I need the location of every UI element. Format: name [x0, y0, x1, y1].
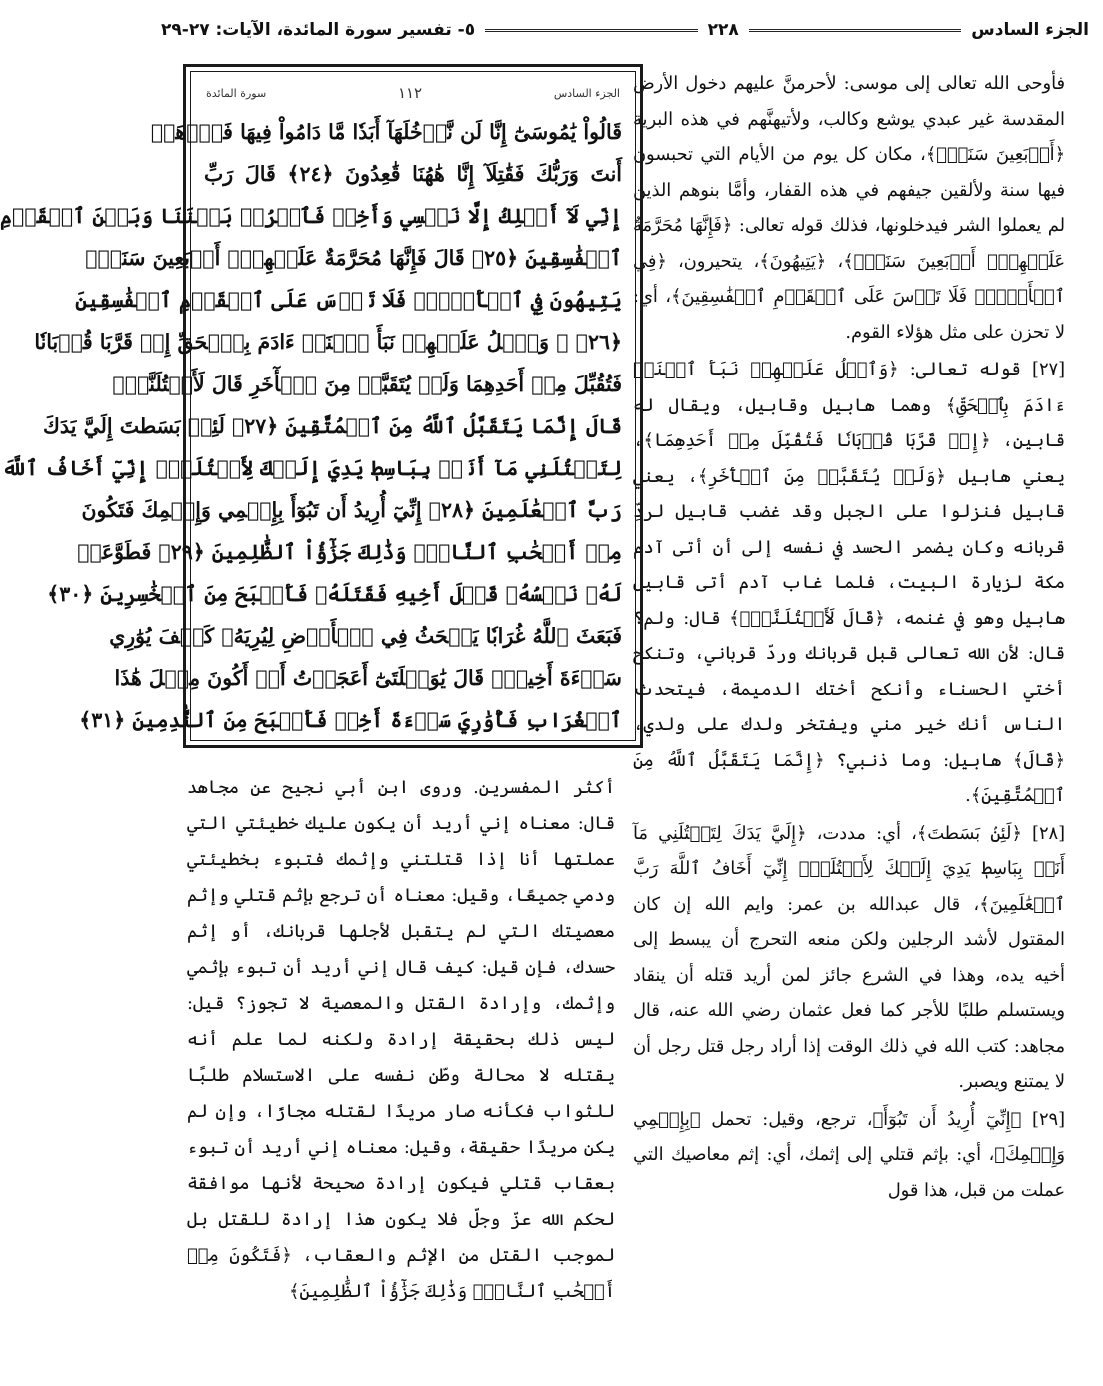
header-page-number: ٢٢٨ [707, 20, 739, 40]
left-column: أكثر المفسرين. وروى ابن أبي نجيح عن مجاهد قال: معناه إني أريد أن يكون عليك خطيئتي التي عملتها أنا إذا قتلتني وإثمك فتبوء بخطيئتي ودمي جميعًا، وقيل: معناه أن ترجع بإثم قتلي وإثم معصيتك التي لم يتقبل لأجلها قربانك، أو إثم حسدك، فإن قيل: كيف قال إني أريد أن تبوء بإثمي وإثمك، وإرادة القتل والمعصية لا تجوز؟ قيل: ليس ذلك بحقيقة إرادة ولكنه لما علم أنه يقتله لا محالة وطّن نفسه على الاستسلام طلبًا للثواب فكأنه صار مريدًا لقتله مجازًا، وإن لم يكن مريدًا حقيقة، وقيل: معناه إني أريد أن تبوء بعقاب قتلي فيكون إرادة صحيحة لأنها موافقة لحكم الله عزّ وجلّ فلا يكون هذا إرادة للقتل بل لموجب القتل من الإثم والعقاب، ﴿فَتَكُونَ مِنۡ أَصۡحَٰبِ ٱلنَّارِۚ وَذَٰلِكَ جَزَٰٓؤُاْ ٱلظَّٰلِمِينَ﴾ [187, 777, 615, 1302]
mushaf-line: رَبَّ ٱلۡعَٰلَمِينَ ﴿٢٨﴾ إِنِّيٓ أُرِيدُ أَن تَبُوٓأَ بِإِثۡمِي وَإِثۡمِكَ فَتَكُونَ [81, 498, 622, 522]
running-header [161, 14, 1089, 46]
header-part: الجزء السادس [971, 20, 1089, 40]
header-rule-left [485, 29, 698, 32]
header-rule-right [749, 29, 962, 32]
mushaf-line: ٱلۡغُرَابِ فَأُوَٰرِيَ سَوۡءَةَ أَخِيۖ فَأَصۡبَحَ مِنَ ٱلنَّٰدِمِينَ ﴿٣١﴾ [79, 708, 622, 732]
mushaf-line: أَنتَ وَرَبُّكَ فَقَٰتِلَآ إِنَّا هَٰهُنَا قَٰعِدُونَ ﴿٢٤﴾ قَالَ رَبِّ [204, 162, 622, 186]
mushaf-part-label: الجزء السادس [553, 86, 620, 100]
paragraph-verse-28: [٢٨] ﴿لَئِنۢ بَسَطتَ﴾، أي: مددت، ﴿إِلَيَّ يَدَكَ لِتَقۡتُلَنِي مَآ أَنَا۠ بِبَاسِطٖ يَدِيَ إِلَيۡكَ لِأَقۡتُلَكَۖ إِنِّيٓ أَخَافُ ٱللَّهَ رَبَّ ٱلۡعَٰلَمِينَ﴾، قال عبدالله بن عمر: وايم الله إن كان المقتول لأشد الرجلين ولكن منعه التحرج أن يبسط إلى أخيه يده، وهذا في الشرع جائز لمن أريد قتله أن ينقاد ويستسلم طلبًا للأجر كما فعل عثمان رضي الله عنه، قال مجاهد: كتب الله في ذلك الوقت إذا أراد رجل قتل رجل أن لا يمتنع ويصبر. [633, 822, 1065, 1092]
mushaf-line: فَبَعَثَ ٱللَّهُ غُرَابٗا يَبۡحَثُ فِي ٱلۡأَرۡضِ لِيُرِيَهُۥ كَيۡفَ يُوَٰرِي [109, 624, 622, 648]
mushaf-line: مِنۡ أَصۡحَٰبِ ٱلنَّارِۚ وَذَٰلِكَ جَزَٰٓؤُاْ ٱلظَّٰلِمِينَ ﴿٢٩﴾ فَطَوَّعَتۡ [77, 540, 622, 564]
right-column [633, 66, 1065, 1208]
mushaf-page-number: ١١٢ [397, 84, 423, 102]
paragraph-verse-29: [٢٩] ﴿إِنِّيٓ أُرِيدُ أَن تَبُوٓأَ﴾، ترجع، وقيل: تحمل ﴿بِإِثۡمِي وَإِثۡمِكَ﴾، أي: بإثم قتلي إلى إثمك، أي: إثم معاصيك التي عملت من قبل، هذا قول [633, 1108, 1065, 1201]
mushaf-line: لِتَقۡتُلَنِي مَآ أَنَا۠ بِبَاسِطٖ يَدِيَ إِلَيۡكَ لِأَقۡتُلَكَۖ إِنِّيٓ أَخَافُ ٱللَّهَ [2, 456, 622, 480]
paragraph-intro: فأوحى الله تعالى إلى موسى: لأحرمنَّ عليهم دخول الأرض المقدسة غير عبدي يوشع وكالب، ولأتيهنَّهم في هذه البرية ﴿أَرۡبَعِينَ سَنَةٗۛ﴾، مكان كل يوم من الأيام التي تحبسون فيها سنة ولألقين جيفهم في هذه القفار، وأمَّا بنوهم الذين لم يعملوا الشر فيدخلونها، فذلك قوله تعالى: ﴿فَإِنَّهَا مُحَرَّمَةٌ عَلَيۡهِمۡۛ أَرۡبَعِينَ سَنَةٗۛ﴾، ﴿يَتِيهُونَ﴾، يتحيرون، ﴿فِي ٱلۡأَرۡضِۚ فَلَا تَأۡسَ عَلَى ٱلۡقَوۡمِ ٱلۡفَٰسِقِينَ﴾، أي: لا تحزن على مثل هؤلاء القوم. [633, 73, 1065, 343]
mushaf-line: قَالَ إِنَّمَا يَتَقَبَّلُ ٱللَّهُ مِنَ ٱلۡمُتَّقِينَ ﴿٢٧﴾ لَئِنۢ بَسَطتَ إِلَيَّ يَدَكَ [43, 414, 622, 438]
mushaf-line: لَهُۥ نَفۡسُهُۥ قَتۡلَ أَخِيهِ فَقَتَلَهُۥ فَأَصۡبَحَ مِنَ ٱلۡخَٰسِرِينَ ﴿٣٠﴾ [47, 582, 622, 606]
mushaf-line: ٱلۡفَٰسِقِينَ ﴿٢٥﴾ قَالَ فَإِنَّهَا مُحَرَّمَةٌ عَلَيۡهِمۡۛ أَرۡبَعِينَ سَنَةٗۛ [85, 246, 622, 270]
header-section: ٥- تفسير سورة المائدة، الآيات: ٢٧-٢٩ [161, 20, 476, 40]
mushaf-header [206, 81, 620, 105]
mushaf-line: يَتِيهُونَ فِي ٱلۡأَرۡضِۚ فَلَا تَأۡسَ عَلَى ٱلۡقَوۡمِ ٱلۡفَٰسِقِينَ [75, 288, 622, 312]
mushaf-line: ﴿٢٦﴾ ۞ وَٱتۡلُ عَلَيۡهِمۡ نَبَأَ ٱبۡنَيۡ ءَادَمَ بِٱلۡحَقِّ إِذۡ قَرَّبَا قُرۡبَانٗا [34, 330, 622, 354]
mushaf-text [0, 111, 622, 741]
mushaf-box [0, 64, 643, 748]
mushaf-line: سَوۡءَةَ أَخِيهِۚ قَالَ يَٰوَيۡلَتَىٰٓ أَعَجَزۡتُ أَنۡ أَكُونَ مِثۡلَ هَٰذَا [114, 666, 622, 690]
mushaf-surah-label: سورة المائدة [206, 86, 267, 100]
mushaf-line: إِنِّي لَآ أَمۡلِكُ إِلَّا نَفۡسِي وَأَخِيۖ فَٱفۡرُقۡ بَيۡنَنَا وَبَيۡنَ ٱلۡقَوۡمِ [0, 204, 622, 228]
paragraph-verse-27: [٢٧] قوله تعالى: ﴿وَٱتۡلُ عَلَيۡهِمۡ نَبَأَ ٱبۡنَيۡ ءَادَمَ بِٱلۡحَقِّ﴾ وهما هابيل وقابيل، ويقال له قابين، ﴿إِذۡ قَرَّبَا قُرۡبَانٗا فَتُقُبِّلَ مِنۡ أَحَدِهِمَا﴾، يعني هابيل ﴿وَلَمۡ يُتَقَبَّلۡ مِنَ ٱلۡأٓخَرِ﴾، يعني قابيل فنزلوا على الجبل وقد غضب قابيل لردِّ قربانه وكان يضمر الحسد في نفسه إلى أن أتى آدم مكة لزيارة البيت، فلما غاب آدم أتى قابيل هابيل وهو في غنمه، ﴿قَالَ لَأَقۡتُلَنَّكَۖ﴾ قال: ولم؟ قال: لأن الله تعالى قبل قربانك وردّ قرباني، وتنكح أختي الحسناء وأنكح أختك الدميمة، فيتحدث الناس أنك خير مني ويفتخر ولدك على ولدي، ﴿قَالَ﴾ هابيل: وما ذنبي؟ ﴿إِنَّمَا يَتَقَبَّلُ ٱللَّهُ مِنَ ٱلۡمُتَّقِينَ﴾. [633, 359, 1065, 806]
mushaf-line: فَتُقُبِّلَ مِنۡ أَحَدِهِمَا وَلَمۡ يُتَقَبَّلۡ مِنَ ٱلۡأٓخَرِ قَالَ لَأَقۡتُلَنَّكَۖ [112, 372, 622, 396]
mushaf-line: قَالُواْ يَٰمُوسَىٰٓ إِنَّا لَن نَّدۡخُلَهَآ أَبَدٗا مَّا دَامُواْ فِيهَا فَٱذۡهَبۡ [150, 120, 622, 144]
